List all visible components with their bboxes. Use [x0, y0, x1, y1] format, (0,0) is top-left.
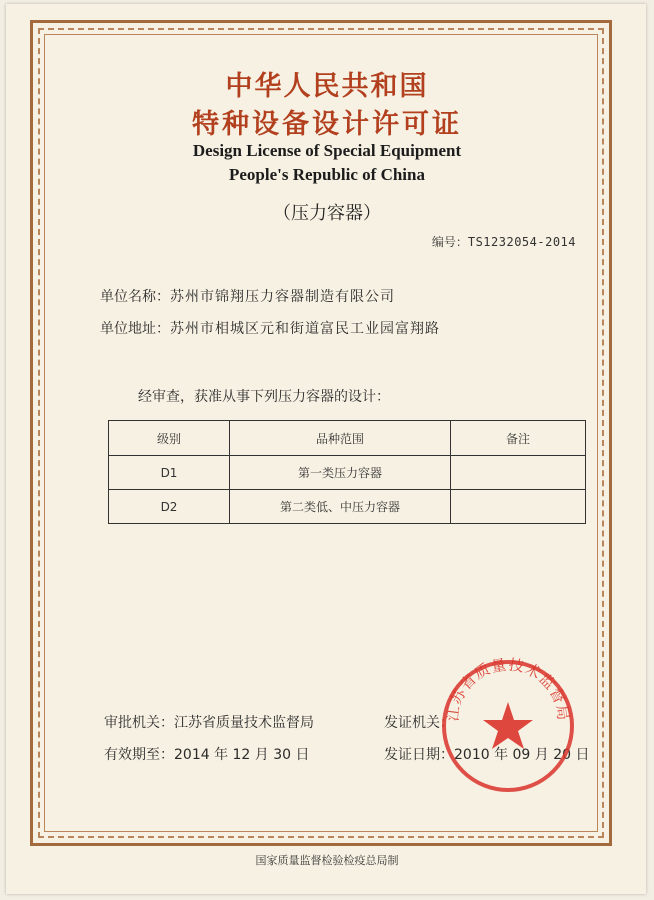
issuer-label: 发证机关： [384, 715, 454, 731]
unit-name-row [100, 286, 395, 306]
validity-value: 2014 年 12 月 30 日 [174, 747, 310, 763]
validity-row [104, 744, 310, 764]
approver-row [104, 712, 314, 732]
issuing-authority-footer: 国家质量监督检验检疫总局制 [255, 854, 399, 867]
title-chinese-line2: 特种设备设计许可证 [192, 109, 462, 140]
table-cell-scope: 第二类低、中压力容器 [230, 490, 451, 524]
table-header-row [109, 421, 586, 456]
certificate-category: （压力容器） [273, 203, 381, 224]
scope-table [108, 420, 586, 524]
table-cell-level: D1 [109, 456, 230, 490]
unit-address-value: 苏州市相城区元和街道富民工业园富翔路 [170, 321, 440, 337]
seal-text: 江苏省质量技术监督局 [443, 656, 573, 723]
issue-date-label: 发证日期： [384, 747, 454, 763]
table-cell-remarks [451, 490, 586, 524]
approver-value: 江苏省质量技术监督局 [174, 715, 314, 731]
table-cell-remarks [451, 456, 586, 490]
table-header-remarks: 备注 [451, 421, 586, 456]
title-english-line1: Design License of Special Equipment [192, 141, 462, 160]
title-english-line2: People's Republic of China [229, 165, 425, 184]
title-chinese-line1: 中华人民共和国 [225, 71, 429, 102]
table-row [109, 490, 586, 524]
table-cell-scope: 第一类压力容器 [230, 456, 451, 490]
approver-label: 审批机关： [104, 715, 174, 731]
table-cell-level: D2 [109, 490, 230, 524]
certificate-number-label: 编号： [431, 235, 468, 249]
validity-label: 有效期至： [104, 747, 174, 763]
unit-address-row [100, 318, 440, 338]
certificate-number [432, 233, 576, 250]
table-header-scope: 品种范围 [230, 421, 451, 456]
certificate-number-value: TS1232054-2014 [467, 235, 576, 249]
official-seal [438, 656, 578, 796]
issue-date-value: 2010 年 09 月 20 日 [454, 747, 590, 763]
seal-star-icon [483, 702, 533, 749]
unit-name-label: 单位名称： [100, 289, 170, 305]
unit-address-label: 单位地址： [100, 321, 170, 337]
approval-statement: 经审查，获准从事下列压力容器的设计： [138, 389, 390, 405]
unit-name-value: 苏州市锦翔压力容器制造有限公司 [170, 289, 395, 305]
table-header-level: 级别 [109, 421, 230, 456]
table-row [109, 456, 586, 490]
